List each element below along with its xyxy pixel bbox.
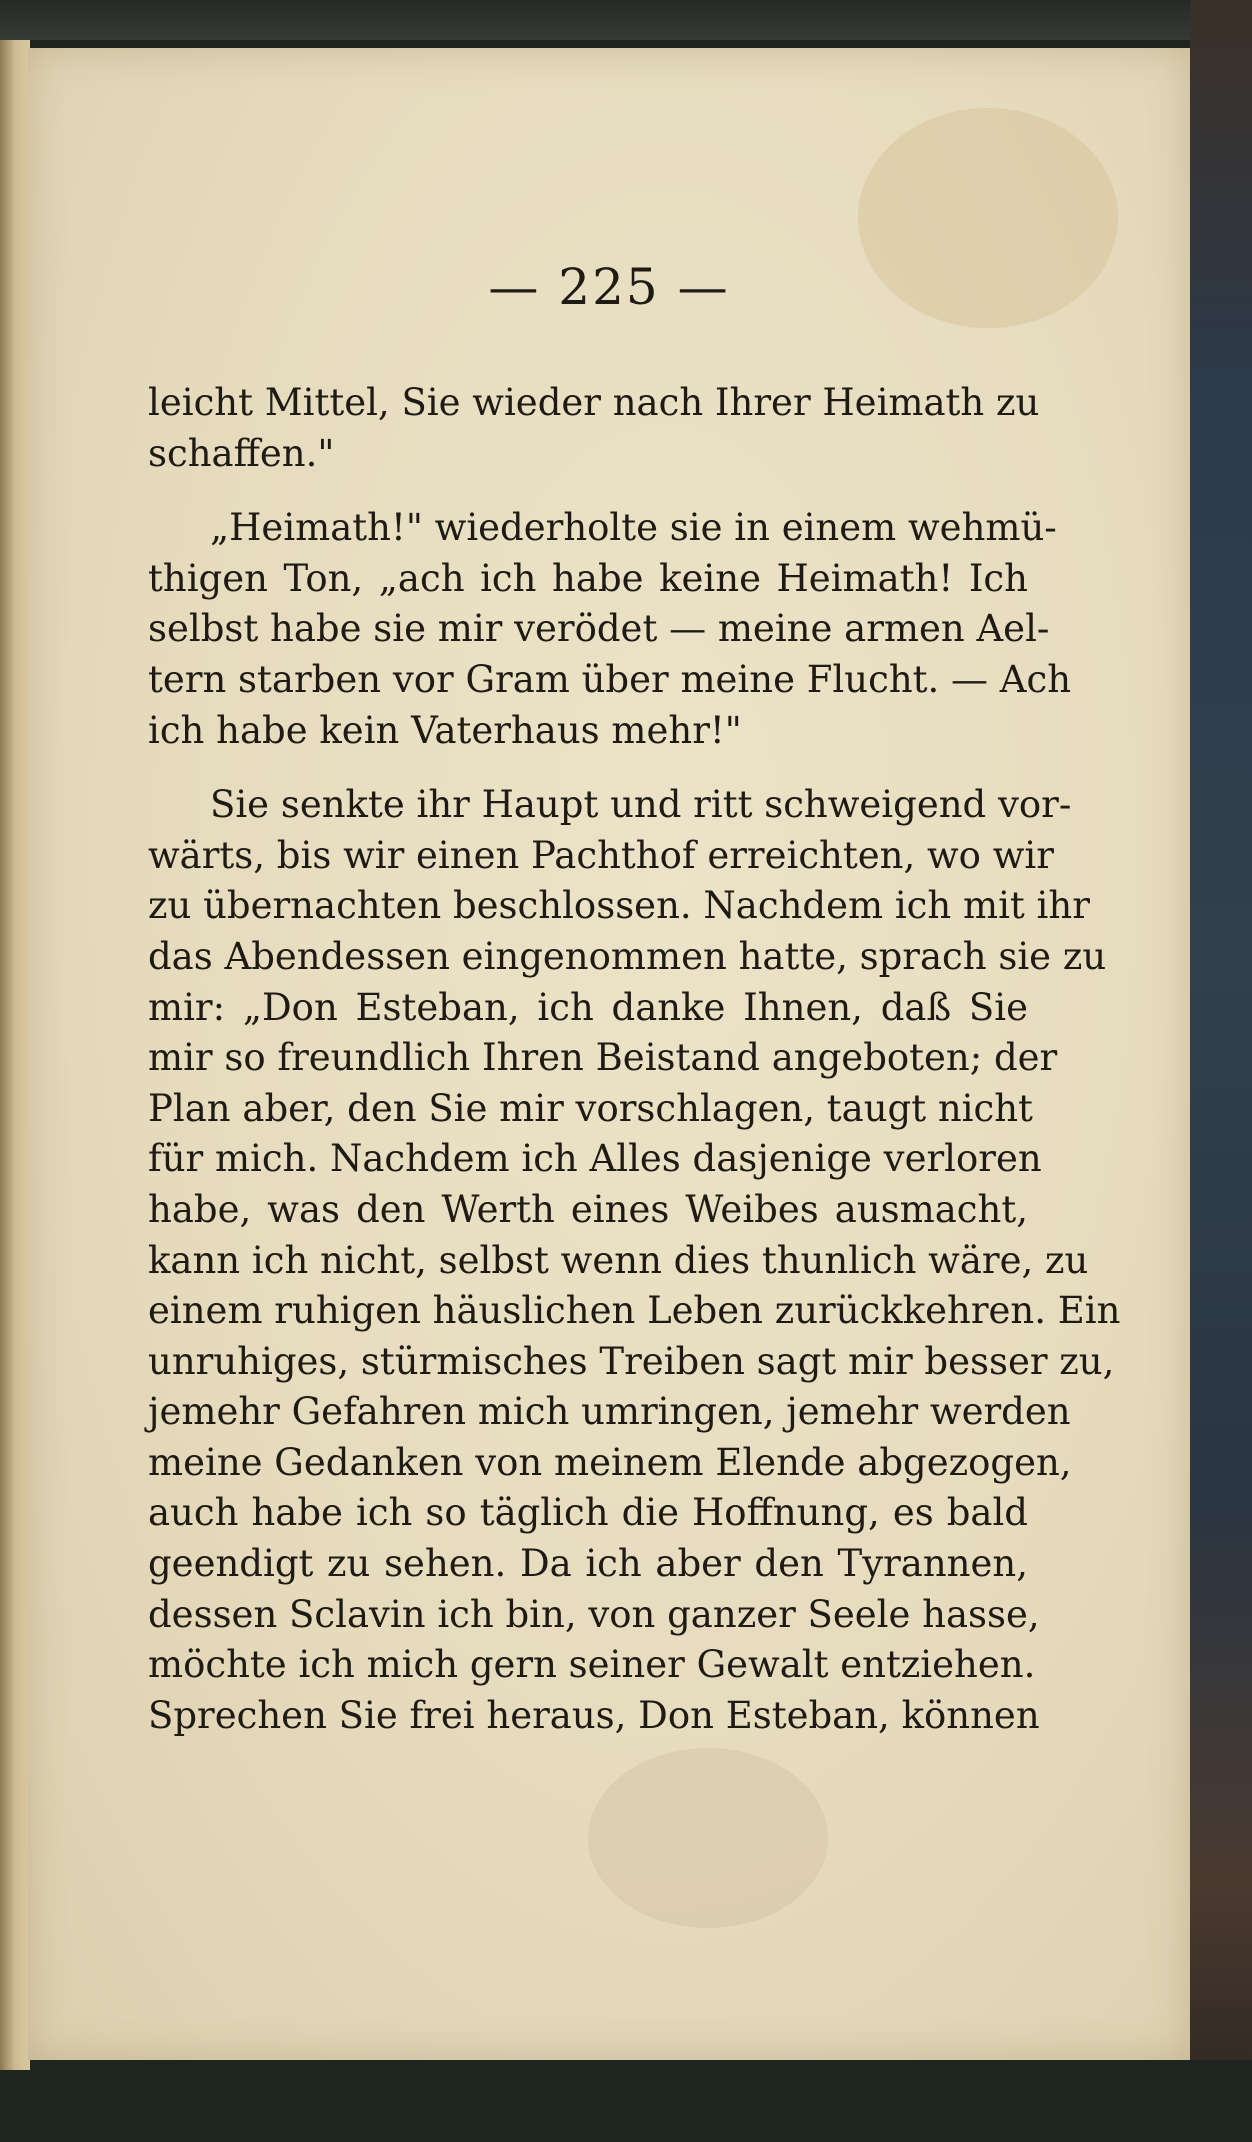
body-text [148,378,1121,1741]
text-line: jemehr Gefahren mich umringen, jemehr werden [148,1390,1071,1434]
text-line: wärts, bis wir einen Pachthof erreichten, wo wir [148,833,1054,877]
text-line: Sprechen Sie frei heraus, Don Esteban, können [148,1693,1040,1737]
text-line: tern starben vor Gram über meine Flucht. — Ach [148,657,1072,701]
book-cover-top [0,0,1252,40]
text-line: thigen Ton, „ach ich habe keine Heimath! Ich [148,556,1028,600]
text-line: kann ich nicht, selbst wenn dies thunlich wäre, zu [148,1238,1089,1282]
page-edge [0,40,30,2070]
text-line: selbst habe sie mir verödet — meine armen Ael- [148,607,1050,651]
page-number: — 225 — [488,258,730,316]
text-line: „Heimath!" wiederholte sie in einem wehmü- [210,506,1057,550]
book-cover-bottom [0,2060,1252,2142]
text-line: meine Gedanken von meinem Elende abgezogen, [148,1440,1072,1484]
text-line: geendigt zu sehen. Da ich aber den Tyrannen, [148,1542,1028,1586]
text-line: Plan aber, den Sie mir vorschlagen, taugt nicht [148,1086,1033,1130]
book-page [28,48,1190,2060]
text-line: schaffen." [148,431,335,475]
text-line: Sie senkte ihr Haupt und ritt schweigend vor- [210,783,1072,827]
text-line: möchte ich mich gern seiner Gewalt entziehen. [148,1643,1036,1687]
text-line: für mich. Nachdem ich Alles dasjenige verloren [148,1137,1042,1181]
text-line: dessen Sclavin ich bin, von ganzer Seele hasse, [148,1592,1040,1636]
paper-stain [588,1748,828,1928]
text-line: mir so freundlich Ihren Beistand angeboten; der [148,1036,1058,1080]
book-cover-right [1190,0,1252,2142]
text-line: das Abendessen eingenommen hatte, sprach sie zu [148,934,1107,978]
text-line: zu übernachten beschlossen. Nachdem ich mit ihr [148,884,1090,928]
text-line: unruhiges, stürmisches Treiben sagt mir besser zu, [148,1339,1115,1383]
text-line: habe, was den Werth eines Weibes ausmacht, [148,1187,1028,1231]
text-line: ich habe kein Vaterhaus mehr!" [148,708,742,752]
text-line: einem ruhigen häuslichen Leben zurückkehren. Ein [148,1289,1121,1333]
text-line: mir: „Don Esteban, ich danke Ihnen, daß Sie [148,985,1028,1029]
text-line: auch habe ich so täglich die Hoffnung, es bald [148,1491,1028,1535]
text-line: leicht Mittel, Sie wieder nach Ihrer Heimath zu [148,381,1040,424]
